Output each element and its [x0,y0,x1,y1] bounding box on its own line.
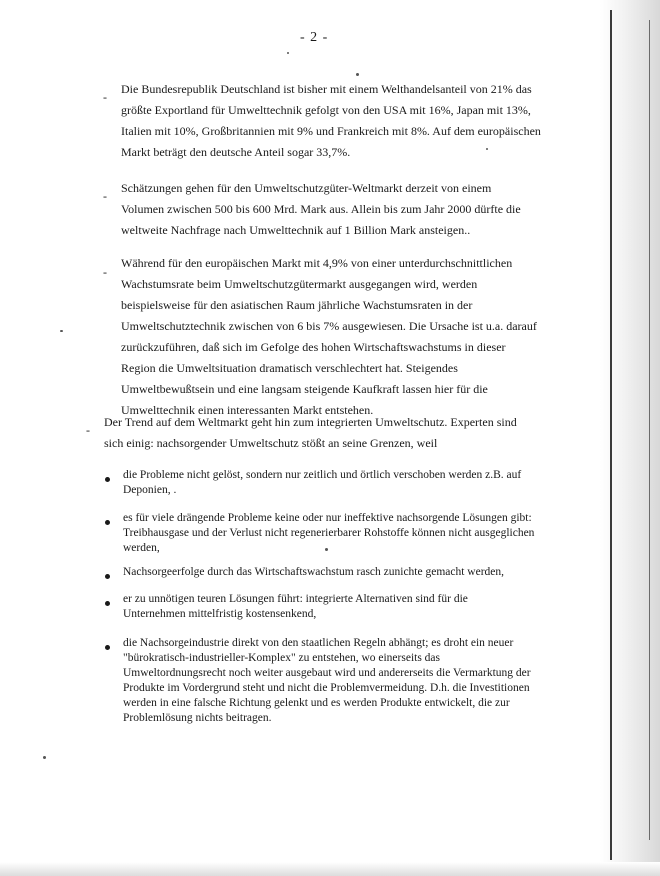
page-number: - 2 - [300,30,329,45]
bullet-dot [105,520,110,525]
bullet-dot [105,574,110,579]
bullet-item: die Probleme nicht gelöst, sondern nur zeitlich und örtlich verschoben werden z.B. auf Deponien, . [123,469,522,496]
bullet-item: Nachsorgeerfolge durch das Wirtschaftswachstum rasch zunichte gemacht werden, [123,566,505,578]
paragraph: Während für den europäischen Markt mit 4,9% von einer unterdurchschnittlichen Wachstumsrate beim Umweltschutzgütermarkt ausgegangen wird, werden beispielsweise für den asiatischen Raum jährliche Wachstumsraten in der Umweltschutztechnik zwischen von 6 bis 7% ausgewiesen. Die Ursache ist u.a. darauf zurückzuführen, daß sich im Gefolge des hohen Wirtschaftswachstums in dieser Region die Umweltsituation dramatisch verschlechtert hat. Steigendes Umweltbewußtsein und eine langsam steigende Kaufkraft lassen hier für die Umwelttechnik einen interessanten Markt entstehen. [121,256,537,417]
bullet-item: er zu unnötigen teuren Lösungen führt: integrierte Alternativen sind für die Unternehmen mittelfristig kostensenkend, [123,593,468,620]
scan-edge-line [610,10,612,860]
bullet-dot [105,601,110,606]
bullet-dot [105,477,110,482]
bullet-item: die Nachsorgeindustrie direkt von den staatlichen Regeln abhängt; es droht ein neuer "bürokratisch-industrieller-Komplex" zu entstehen, wo einerseits das Umweltordnungsrecht noch weiter ausgebaut wird und andererseits die Vermarktung der Produkte im Vordergrund steht und nicht die Problemvermeidung. D.h. die Investitionen werden in eine falsche Richtung gelenkt und es werden Produkte entwickelt, die zur Problemlösung nichts beitragen. [123,637,531,724]
scan-bottom-edge [0,862,660,876]
dash-marker: - [103,189,107,203]
scan-speck [486,148,488,150]
scan-edge-line [649,20,650,840]
bullet-item: es für viele drängende Probleme keine oder nur ineffektive nachsorgende Lösungen gibt: Treibhausgase und der Verlust nicht regenerierbarer Rohstoffe können nicht ausgeglichen werden, [123,512,535,554]
dash-marker: - [86,423,90,437]
dash-marker: - [103,265,107,279]
scan-speck [60,330,63,332]
scan-speck [325,548,328,551]
bullet-dot [105,645,110,650]
dash-marker: - [103,90,107,104]
paragraph: Schätzungen gehen für den Umweltschutzgüter-Weltmarkt derzeit von einem Volumen zwischen 500 bis 600 Mrd. Mark aus. Allein bis zum Jahr 2000 dürfte die weltweite Nachfrage nach Umwelttechnik auf 1 Billion Mark ansteigen.. [121,181,521,237]
scan-speck [287,52,289,54]
paragraph: Die Bundesrepublik Deutschland ist bisher mit einem Welthandelsanteil von 21% das größte Exportland für Umwelttechnik gefolgt von den USA mit 16%, Japan mit 13%, Italien mit 10%, Großbritannien mit 9% und Frankreich mit 8%. Auf dem europäischen Markt beträgt den deutsche Anteil sogar 33,7%. [121,82,541,159]
scan-shadow-edge [600,0,660,876]
scan-speck [356,73,359,76]
paragraph: Der Trend auf dem Weltmarkt geht hin zum integrierten Umweltschutz. Experten sind sich einig: nachsorgender Umweltschutz stößt an seine Grenzen, weil [104,415,517,450]
scan-speck [43,756,46,759]
